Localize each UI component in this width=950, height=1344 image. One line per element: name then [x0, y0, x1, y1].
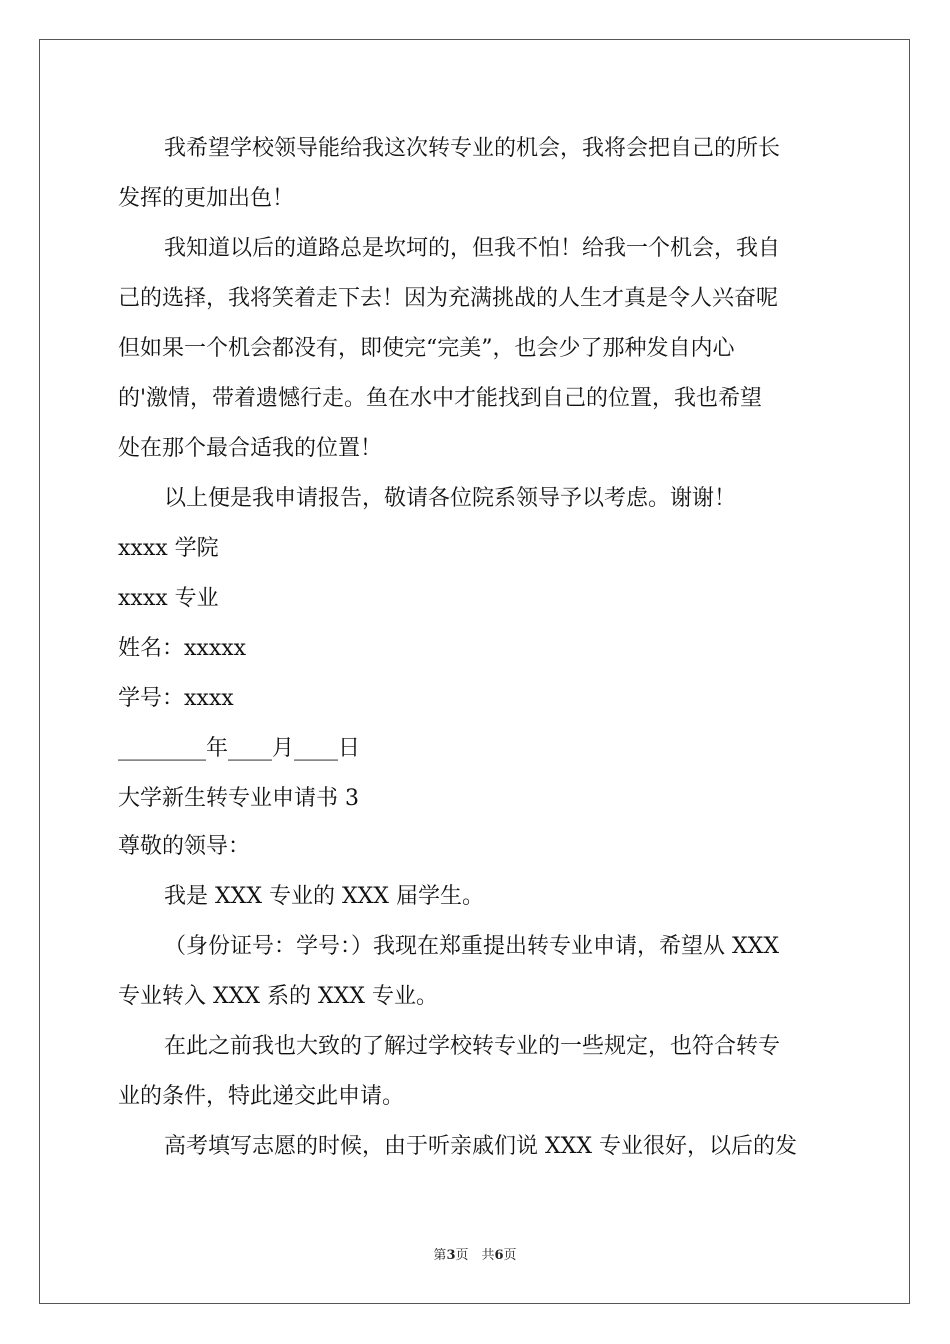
signature-student-id: 学号：xxxx [118, 686, 234, 711]
paragraph-line: 的'激情，带着遗憾行走。鱼在水中才能找到自己的位置，我也希望 [118, 386, 763, 411]
signature-name: 姓名：xxxxx [118, 636, 247, 661]
paragraph-line: 但如果一个机会都没有，即使完“完美”，也会少了那种发自内心 [118, 336, 735, 361]
section-title: 大学新生转专业申请书 3 [118, 786, 359, 811]
page-footer [0, 1248, 950, 1264]
footer-total-pages: 6 [494, 1248, 504, 1263]
signature-date: ________年____月____日 [118, 736, 361, 761]
paragraph-line: 高考填写志愿的时候，由于听亲戚们说 XXX 专业很好，以后的发 [164, 1134, 797, 1159]
paragraph-line: 以上便是我申请报告，敬请各位院系领导予以考虑。谢谢！ [164, 486, 737, 511]
footer-page-number: 3 [446, 1248, 456, 1263]
paragraph-line: 己的选择，我将笑着走下去！因为充满挑战的人生才真是令人兴奋呢 [118, 286, 779, 311]
signature-college: xxxx 学院 [118, 536, 219, 561]
footer-mid: 页 共 [455, 1248, 495, 1263]
signature-major: xxxx 专业 [118, 586, 219, 611]
paragraph-line: （身份证号：学号：）我现在郑重提出转专业申请，希望从 XXX [164, 934, 779, 959]
paragraph-line: 业的条件，特此递交此申请。 [118, 1084, 405, 1109]
paragraph-line: 专业转入 XXX 系的 XXX 专业。 [118, 984, 438, 1009]
paragraph-line: 在此之前我也大致的了解过学校转专业的一些规定，也符合转专 [164, 1034, 781, 1059]
page-border [39, 39, 910, 1304]
salutation: 尊敬的领导： [118, 834, 251, 859]
paragraph-line: 我知道以后的道路总是坎坷的，但我不怕！给我一个机会，我自 [164, 236, 781, 261]
footer-prefix: 第 [433, 1248, 447, 1263]
paragraph-line: 处在那个最合适我的位置！ [118, 436, 383, 461]
paragraph-line: 我希望学校领导能给我这次转专业的机会，我将会把自己的所长 [164, 136, 781, 161]
paragraph-line: 发挥的更加出色！ [118, 186, 295, 211]
paragraph-line: 我是 XXX 专业的 XXX 届学生。 [164, 884, 484, 909]
footer-suffix: 页 [503, 1248, 517, 1263]
